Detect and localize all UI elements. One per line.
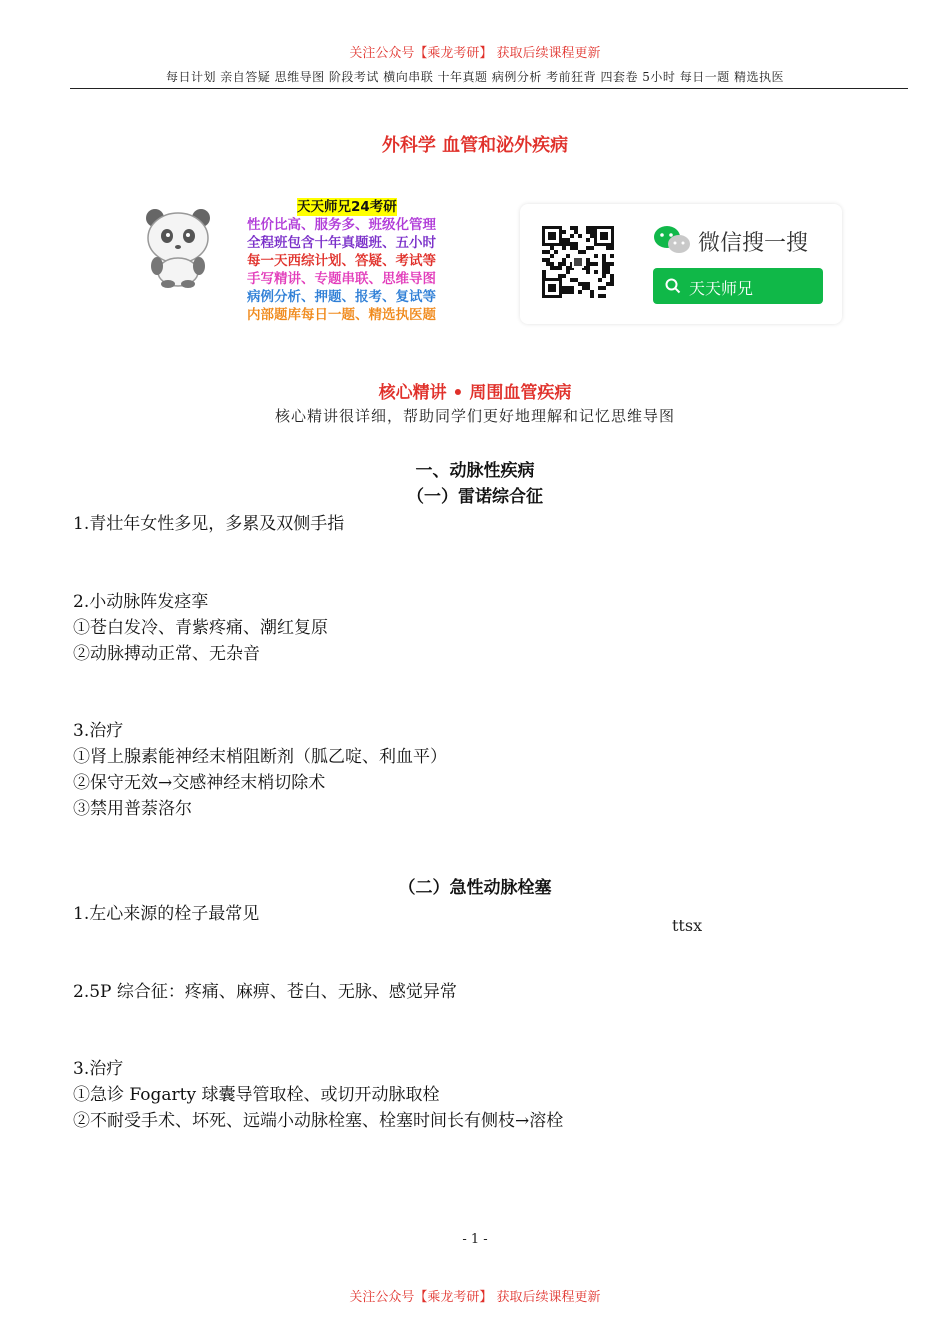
- text-line: 2.5P 综合征：疼痛、麻痹、苍白、无脉、感觉异常: [73, 982, 457, 1002]
- text-line: 2.小动脉阵发痉挛: [73, 592, 209, 612]
- text-line: 1.青壮年女性多见，多累及双侧手指: [73, 514, 345, 534]
- ad-line: 天天师兄24考研: [297, 199, 397, 215]
- ad-text-lines: [247, 198, 477, 324]
- qr-code-icon: [542, 226, 614, 298]
- bottom-notice: 关注公众号【乘龙考研】 获取后续课程更新: [349, 1290, 601, 1305]
- ad-line: 每一天西综计划、答疑、考试等: [247, 253, 436, 269]
- text-line: 3.治疗: [73, 1059, 124, 1079]
- feature-nav-line: 每日计划 亲自答疑 思维导图 阶段考试 横向串联 十年真题 病例分析 考前狂背 四套卷 5小时 每日一题 精选执医: [165, 70, 785, 84]
- document-title: 外科学 血管和泌外疾病: [381, 135, 569, 156]
- heading-acute-embolism: （二）急性动脉栓塞: [398, 878, 552, 898]
- wechat-search-title: 微信搜一搜: [698, 231, 809, 256]
- ad-line: 性价比高、服务多、班级化管理: [247, 217, 436, 233]
- text-line: 3.治疗: [73, 721, 124, 741]
- section-title: 核心精讲 • 周围血管疾病: [378, 383, 572, 403]
- wechat-search-card: [520, 204, 842, 324]
- text-line: ①苍白发冷、青紫疼痛、潮红复原: [73, 618, 328, 638]
- text-line: 1.左心来源的栓子最常见: [73, 904, 260, 924]
- wechat-search-button[interactable]: [653, 268, 823, 304]
- top-notice: 关注公众号【乘龙考研】 获取后续课程更新: [349, 46, 601, 61]
- ad-line: 手写精讲、专题串联、思维导图: [247, 271, 436, 287]
- heading-raynaud: （一）雷诺综合征: [407, 487, 543, 507]
- search-icon: [665, 278, 681, 294]
- heading-arterial-disease: 一、动脉性疾病: [415, 461, 535, 481]
- text-line: ①急诊 Fogarty 球囊导管取栓、或切开动脉取栓: [73, 1085, 440, 1105]
- wechat-search-label: 天天师兄: [689, 279, 754, 298]
- ad-line: 病例分析、押题、报考、复试等: [247, 289, 436, 305]
- panda-icon: [135, 204, 223, 288]
- ad-line: 内部题库每日一题、精选执医题: [247, 307, 436, 323]
- text-line: ②保守无效→交感神经末梢切除术: [73, 773, 326, 793]
- text-line: ③禁用普萘洛尔: [73, 799, 192, 819]
- ad-banner: [135, 198, 475, 328]
- watermark-text: ttsx: [672, 916, 703, 935]
- page-number: - 1 -: [462, 1232, 488, 1247]
- section-subtitle: 核心精讲很详细，帮助同学们更好地理解和记忆思维导图: [274, 407, 675, 425]
- ad-line: 全程班包含十年真题班、五小时: [247, 235, 436, 251]
- text-line: ②不耐受手术、坏死、远端小动脉栓塞、栓塞时间长有侧枝→溶栓: [73, 1111, 564, 1131]
- text-line: ①肾上腺素能神经末梢阻断剂（胍乙啶、利血平）: [73, 747, 447, 767]
- wechat-icon: [652, 224, 692, 256]
- header-divider: [70, 88, 908, 89]
- text-line: ②动脉搏动正常、无杂音: [73, 644, 260, 664]
